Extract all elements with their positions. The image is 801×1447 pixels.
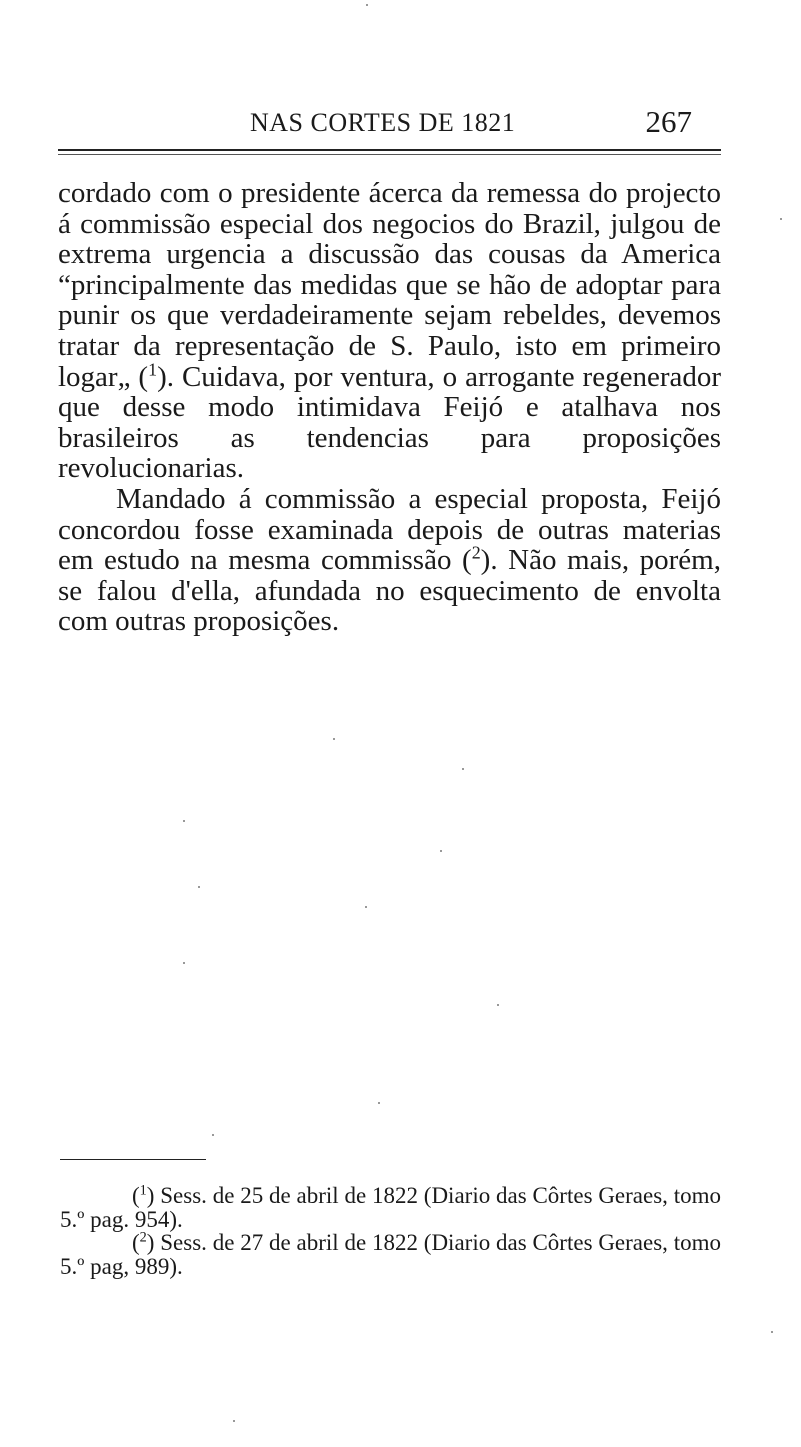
scan-speck <box>497 1004 499 1006</box>
scan-speck <box>183 820 185 822</box>
footnote-2: ($^2$) Sess. de 27 de abril de 1822 (Diario das Côrtes Geraes, tomo 5.º pag, 989). <box>60 1229 721 1279</box>
paragraph-1-text-cont: ). Cuidava, por ventura, o arrogante regenerador que desse modo intimidava Feijó e atalhava nos brasileiros as tendencias para proposições revolucionarias. <box>58 360 721 485</box>
paragraph-2 <box>58 484 721 637</box>
footnote-1: ($^1$) Sess. de 25 de abril de 1822 (Diario das Côrtes Geraes, tomo 5.º pag. 954). <box>60 1182 721 1232</box>
running-header <box>60 104 720 144</box>
body-text <box>58 178 721 637</box>
scan-speck <box>233 1420 235 1422</box>
scan-speck <box>365 906 367 908</box>
footnote-ref-2: 2 <box>471 542 481 563</box>
paragraph-2-text: Mandado á commissão a especial proposta, Feijó concordou fosse examinada depois de outras materias em estudo na mesma commissão ( <box>58 482 721 577</box>
header-rule <box>58 149 721 151</box>
paragraph-1-text: cordado com o presidente ácerca da remessa do projecto á commissão especial dos negocios do Brazil, julgou de extrema urgencia a discussão das cousas da America “principalmente das medidas que se hão de adoptar para punir os que verdadeiramente sejam rebeldes, devemos tratar da representação de S. Paulo, isto em primeiro logar„ ( <box>58 177 721 393</box>
paragraph-1 <box>58 178 721 484</box>
scan-speck <box>780 218 782 220</box>
scan-speck <box>183 962 185 964</box>
paragraph-2-text-cont: ). Não mais, porém, se falou d'ella, afundada no esquecimento de envolta com outras proposições. <box>58 544 721 638</box>
scan-speck <box>212 1134 214 1136</box>
footnote-2-marker: 2 <box>139 1229 147 1246</box>
footnote-2-text: Sess. de 27 de abril de 1822 (Diario das Côrtes Geraes, tomo 5.º pag, 989). <box>60 1230 721 1279</box>
scan-speck <box>198 886 200 888</box>
footnote-1-marker: 1 <box>139 1182 147 1199</box>
footnote-ref-1: 1 <box>148 358 158 379</box>
scan-speck <box>378 1102 380 1104</box>
scan-speck <box>333 738 335 740</box>
scan-speck <box>440 850 442 852</box>
page-number: 267 <box>645 104 692 139</box>
running-title: NAS CORTES DE 1821 <box>250 108 516 137</box>
scan-speck <box>462 768 464 770</box>
scan-speck <box>366 4 368 6</box>
footnote-rule <box>60 1159 206 1160</box>
scan-speck <box>771 1331 773 1333</box>
header-rule-thin <box>58 154 721 155</box>
footnote-1-text: Sess. de 25 de abril de 1822 (Diario das Côrtes Geraes, tomo 5.º pag. 954). <box>60 1183 721 1232</box>
footnotes <box>60 1184 721 1278</box>
